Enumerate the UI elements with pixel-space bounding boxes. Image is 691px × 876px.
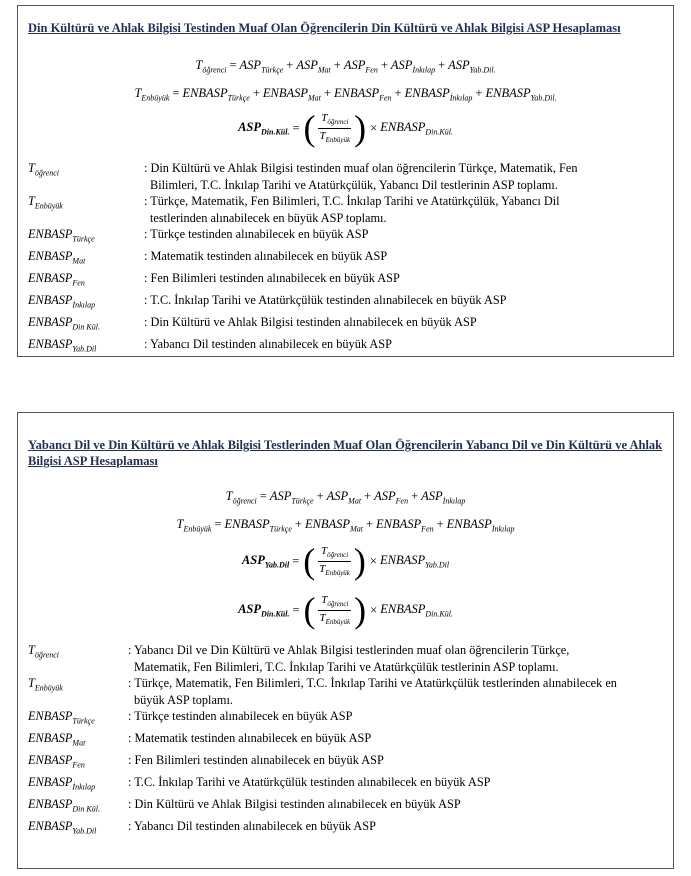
lhs-base: ASP <box>238 119 261 134</box>
term-base: ENBASP <box>28 774 73 789</box>
definition-term <box>28 708 128 730</box>
plus-sign: + <box>365 517 374 531</box>
term-base: ENBASP <box>376 517 422 531</box>
definition-text <box>128 675 663 708</box>
term-base: ASP <box>390 58 413 72</box>
definition-line: : Türkçe, Matematik, Fen Bilimleri, T.C. İnkılap Tarihi ve Atatürkçülük, Yabancı Dil <box>144 194 560 208</box>
definition-line: : T.C. İnkılap Tarihi ve Atatürkçülük testinden alınabilecek en büyük ASP <box>144 292 507 307</box>
definition-term <box>28 193 144 226</box>
definition-row <box>28 336 663 358</box>
formula-term <box>446 517 515 534</box>
definition-text <box>144 270 663 292</box>
lhs-subscript: Din.Kül. <box>261 609 290 619</box>
right-paren: ) <box>353 541 366 581</box>
definition-term <box>28 270 144 292</box>
term-subscript: İnkılap <box>412 65 436 75</box>
term-subscript: Din Kül. <box>72 804 100 814</box>
times-sign: × <box>370 120 378 135</box>
term-subscript: Mat <box>72 256 86 266</box>
formula-term <box>374 489 409 506</box>
definition-text <box>144 160 663 193</box>
formula-term <box>404 86 473 103</box>
definition-row <box>28 730 663 752</box>
lhs-base: ASP <box>238 601 261 616</box>
equals-sign: = <box>292 553 300 568</box>
num-subscript: öğrenci <box>327 551 349 560</box>
definition-line: : Din Kültürü ve Ahlak Bilgisi testinden muaf olan öğrencilerin Türkçe, Matematik, Fen <box>144 161 578 175</box>
definition-text <box>128 752 663 774</box>
plus-sign: + <box>436 517 444 531</box>
num-base: T <box>320 545 328 558</box>
den-subscript: Enbüyük <box>325 135 351 144</box>
definitions-list <box>28 160 663 358</box>
rhs-base: ENBASP <box>380 119 426 134</box>
term-subscript: Enbüyük <box>34 201 63 211</box>
panel-title: Din Kültürü ve Ahlak Bilgisi Testinden Muaf Olan Öğrencilerin Din Kültürü ve Ahlak Bilgisi ASP Hesaplaması <box>28 21 621 35</box>
equals-sign: = <box>292 120 300 135</box>
term-subscript: Fen <box>72 278 85 288</box>
equals-sign: = <box>259 489 267 503</box>
term-base: ENBASP <box>28 336 73 351</box>
plus-sign: + <box>411 489 419 503</box>
definition-row <box>28 675 663 708</box>
definition-line: : Yabancı Dil testinden alınabilecek en büyük ASP <box>144 336 392 351</box>
term-subscript: öğrenci <box>34 168 59 178</box>
definition-text <box>144 193 663 226</box>
formula-asp-yab-dil <box>18 543 673 579</box>
term-base: T <box>28 676 35 690</box>
term-subscript: İnkılap <box>72 782 96 792</box>
definition-term <box>28 248 144 270</box>
term-base: ENBASP <box>182 86 228 100</box>
denominator <box>316 562 353 577</box>
rhs-subscript: Din.Kül. <box>425 609 453 619</box>
term-base: ENBASP <box>28 730 73 745</box>
equals-sign: = <box>172 86 180 100</box>
lhs-subscript: Din.Kül. <box>261 127 290 137</box>
term-base: ENBASP <box>28 248 73 263</box>
definition-row <box>28 796 663 818</box>
term-base: ENBASP <box>28 314 73 329</box>
definition-line-continued: testlerinden alınabilecek en büyük ASP toplamı. <box>150 210 387 225</box>
term-subscript: Fen <box>421 524 434 534</box>
definitions-list <box>28 642 663 840</box>
definition-text <box>128 642 663 675</box>
equals-sign: = <box>214 517 222 531</box>
term-subscript: İnkılap <box>449 93 473 103</box>
term-base: ENBASP <box>333 86 380 100</box>
term-subscript: Yab.Dil. <box>469 65 496 75</box>
plus-sign: + <box>252 86 260 100</box>
term-base: ASP <box>343 58 366 72</box>
definition-row <box>28 642 663 675</box>
formula-term <box>304 517 363 534</box>
definition-text <box>144 226 663 248</box>
definition-row <box>28 160 663 193</box>
lhs <box>238 120 289 137</box>
definition-term <box>28 752 128 774</box>
term-subscript: Yab.Dil <box>72 344 97 354</box>
definition-text <box>128 818 663 840</box>
definition-text <box>144 314 663 336</box>
formula-term <box>269 489 314 506</box>
lhs-base: T <box>225 489 233 503</box>
formula-term <box>262 86 321 103</box>
term-base: ASP <box>374 489 396 503</box>
term-subscript: Türkçe <box>269 524 292 534</box>
definition-row <box>28 752 663 774</box>
term-subscript: Mat <box>350 524 363 534</box>
definition-term <box>28 336 144 358</box>
definition-line: : Matematik testinden alınabilecek en büyük ASP <box>128 730 372 745</box>
plus-sign: + <box>394 86 402 100</box>
rhs-base: ENBASP <box>379 552 426 567</box>
term-subscript: İnkılap <box>442 496 466 506</box>
term-subscript: Enbüyük <box>34 683 63 693</box>
lhs-subscript: öğrenci <box>202 65 227 75</box>
term-base: ASP <box>421 489 443 503</box>
term-subscript: Yab.Dil. <box>530 93 557 103</box>
definition-line: : Türkçe testinden alınabilecek en büyük ASP <box>144 227 369 241</box>
term-base: ENBASP <box>28 292 73 307</box>
definition-term <box>28 642 128 675</box>
lhs-base: T <box>176 517 184 531</box>
term-base: ASP <box>269 489 292 503</box>
definition-row <box>28 708 663 730</box>
formula-t-enbuyuk <box>18 517 673 534</box>
plus-sign: + <box>286 58 294 72</box>
term-base: ASP <box>326 489 349 503</box>
formula-asp-din-kul <box>18 592 673 628</box>
left-paren: ( <box>303 108 316 148</box>
term-subscript: Türkçe <box>261 65 284 75</box>
term-subscript: Mat <box>72 738 86 748</box>
num-base: T <box>321 112 328 125</box>
definition-line-continued: büyük ASP toplamı. <box>134 692 233 707</box>
formula-t-enbuyuk <box>18 86 673 103</box>
lhs-subscript: öğrenci <box>232 496 257 506</box>
definition-line-continued: Matematik, Fen Bilimleri, T.C. İnkılap Tarihi ve Atatürkçülük testlerinin ASP toplamı. <box>134 659 559 674</box>
term-base: ASP <box>296 58 318 72</box>
rhs-subscript: Din.Kül. <box>425 127 453 137</box>
equals-sign: = <box>292 602 300 617</box>
definition-line: : Yabancı Dil testinden alınabilecek en büyük ASP <box>128 818 376 833</box>
denominator <box>317 611 354 626</box>
definition-text <box>128 730 663 752</box>
definition-line: : Matematik testinden alınabilecek en büyük ASP <box>144 248 388 263</box>
definition-row <box>28 270 663 292</box>
term-subscript: Fen <box>365 65 378 75</box>
formula-term <box>182 86 250 103</box>
formula-t-ogrenci <box>18 489 673 506</box>
rhs-subscript: Yab.Dil <box>425 560 450 570</box>
term-base: T <box>28 161 35 175</box>
term-subscript: Türkçe <box>72 234 95 244</box>
term-base: ASP <box>448 58 470 72</box>
rhs <box>380 602 453 619</box>
fraction <box>317 594 354 625</box>
formula-term <box>224 517 292 534</box>
fraction <box>317 112 354 143</box>
term-subscript: Mat <box>317 65 331 75</box>
numerator <box>318 112 351 128</box>
panel-din-kulturu <box>17 5 674 357</box>
den-subscript: Enbüyük <box>325 568 350 577</box>
lhs <box>242 553 289 570</box>
rhs-base: ENBASP <box>380 601 426 616</box>
left-paren: ( <box>303 541 316 581</box>
definition-row <box>28 314 663 336</box>
definition-text <box>144 248 663 270</box>
definition-line: : Yabancı Dil ve Din Kültürü ve Ahlak Bilgisi testlerinden muaf olan öğrencilerin Türkçe, <box>128 643 570 657</box>
definition-row <box>28 193 663 226</box>
plus-sign: + <box>380 58 388 72</box>
formula-term <box>326 489 362 506</box>
term-subscript: Din Kül. <box>72 322 100 332</box>
definition-line: : Din Kültürü ve Ahlak Bilgisi testinden alınabilecek en büyük ASP <box>144 314 477 329</box>
definition-term <box>28 675 128 708</box>
formula-term <box>421 489 466 506</box>
denominator <box>317 129 354 144</box>
plus-sign: + <box>475 86 483 100</box>
right-paren: ) <box>354 590 367 630</box>
formula-term <box>333 86 392 103</box>
formula-t-ogrenci <box>18 58 673 75</box>
plus-sign: + <box>438 58 446 72</box>
fraction-expression <box>242 543 449 579</box>
lhs-base: T <box>134 86 142 100</box>
num-base: T <box>321 594 328 607</box>
times-sign: × <box>369 553 377 568</box>
definition-term <box>28 314 144 336</box>
definition-text <box>128 774 663 796</box>
term-base: ENBASP <box>28 752 73 767</box>
definition-row <box>28 818 663 840</box>
definition-line: : T.C. İnkılap Tarihi ve Atatürkçülük testinden alınabilecek en büyük ASP <box>128 774 491 789</box>
plus-sign: + <box>333 58 341 72</box>
definition-term <box>28 730 128 752</box>
lhs-subscript: Enbüyük <box>141 93 170 103</box>
term-subscript: Fen <box>379 93 392 103</box>
den-base: T <box>319 611 326 624</box>
term-base: ENBASP <box>262 86 309 100</box>
term-subscript: Türkçe <box>291 496 314 506</box>
definition-row <box>28 248 663 270</box>
lhs-base: ASP <box>241 552 265 567</box>
right-paren: ) <box>354 108 367 148</box>
definition-term <box>28 774 128 796</box>
formula-term <box>448 58 496 75</box>
definition-term <box>28 292 144 314</box>
rhs <box>380 120 453 137</box>
term-base: T <box>28 643 35 657</box>
definition-text <box>144 336 663 358</box>
numerator <box>318 545 351 561</box>
definition-text <box>128 708 663 730</box>
den-base: T <box>319 562 326 575</box>
term-base: ENBASP <box>28 227 73 241</box>
plus-sign: + <box>316 489 324 503</box>
term-base: ENBASP <box>446 517 492 531</box>
formula-term <box>485 86 557 103</box>
definition-row <box>28 774 663 796</box>
den-subscript: Enbüyük <box>325 617 351 626</box>
term-base: ENBASP <box>28 818 73 833</box>
definition-line: : Türkçe testinden alınabilecek en büyük ASP <box>128 709 353 723</box>
panel-title: Yabancı Dil ve Din Kültürü ve Ahlak Bilgisi Testlerinden Muaf Olan Öğrencilerin Yabancı Dil ve Din Kültürü ve Ahlak Bilgisi ASP Hesaplaması <box>28 438 663 468</box>
term-subscript: Fen <box>72 760 85 770</box>
fraction <box>316 545 353 576</box>
lhs <box>238 602 289 619</box>
term-base: ENBASP <box>28 270 73 285</box>
lhs-subscript: Yab.Dil <box>264 560 290 570</box>
definition-term <box>28 818 128 840</box>
definition-row <box>28 226 663 248</box>
term-base: ENBASP <box>28 796 73 811</box>
definition-line: : Türkçe, Matematik, Fen Bilimleri, T.C. İnkılap Tarihi ve Atatürkçülük testlerinden alınabilecek en <box>128 676 617 690</box>
formula-term <box>376 517 434 534</box>
term-subscript: Fen <box>395 496 409 506</box>
term-subscript: İnkılap <box>72 300 96 310</box>
numerator <box>318 594 351 610</box>
plus-sign: + <box>323 86 331 100</box>
definition-line: : Din Kültürü ve Ahlak Bilgisi testinden alınabilecek en büyük ASP <box>128 796 461 811</box>
term-base: T <box>28 194 35 208</box>
term-subscript: Yab.Dil <box>72 826 97 836</box>
num-subscript: öğrenci <box>327 118 349 127</box>
formula-term <box>343 58 378 75</box>
left-paren: ( <box>303 590 316 630</box>
definition-term <box>28 226 144 248</box>
rhs <box>380 553 449 570</box>
fraction-expression <box>238 592 453 628</box>
term-subscript: öğrenci <box>34 650 59 660</box>
plus-sign: + <box>364 489 372 503</box>
term-subscript: Türkçe <box>72 716 95 726</box>
term-base: ENBASP <box>304 517 351 531</box>
term-subscript: Mat <box>348 496 362 506</box>
num-subscript: öğrenci <box>327 600 349 609</box>
fraction-expression <box>238 110 453 146</box>
term-base: ASP <box>239 58 262 72</box>
lhs-base: T <box>195 58 203 72</box>
definition-line-continued: Bilimleri, T.C. İnkılap Tarihi ve Atatürkçülük, Yabancı Dil testlerinin ASP toplamı. <box>150 177 558 192</box>
equals-sign: = <box>229 58 237 72</box>
definition-term <box>28 160 144 193</box>
term-base: ENBASP <box>404 86 450 100</box>
term-subscript: Mat <box>308 93 321 103</box>
definition-line: : Fen Bilimleri testinden alınabilecek en büyük ASP <box>128 752 384 767</box>
den-base: T <box>319 129 326 142</box>
lhs-subscript: Enbüyük <box>183 524 212 534</box>
definition-row <box>28 292 663 314</box>
term-base: ENBASP <box>485 86 531 100</box>
formula-asp-din-kul <box>18 110 673 146</box>
term-subscript: İnkılap <box>491 524 515 534</box>
definition-text <box>128 796 663 818</box>
definition-term <box>28 796 128 818</box>
definition-text <box>144 292 663 314</box>
definition-line: : Fen Bilimleri testinden alınabilecek en büyük ASP <box>144 270 400 285</box>
times-sign: × <box>370 602 378 617</box>
formula-term <box>390 58 436 75</box>
panel-yabanci-dil-din-kulturu <box>17 412 674 869</box>
formula-term <box>239 58 284 75</box>
term-subscript: Türkçe <box>227 93 250 103</box>
plus-sign: + <box>294 517 302 531</box>
term-base: ENBASP <box>224 517 270 531</box>
term-base: ENBASP <box>28 709 73 723</box>
formula-term <box>296 58 331 75</box>
